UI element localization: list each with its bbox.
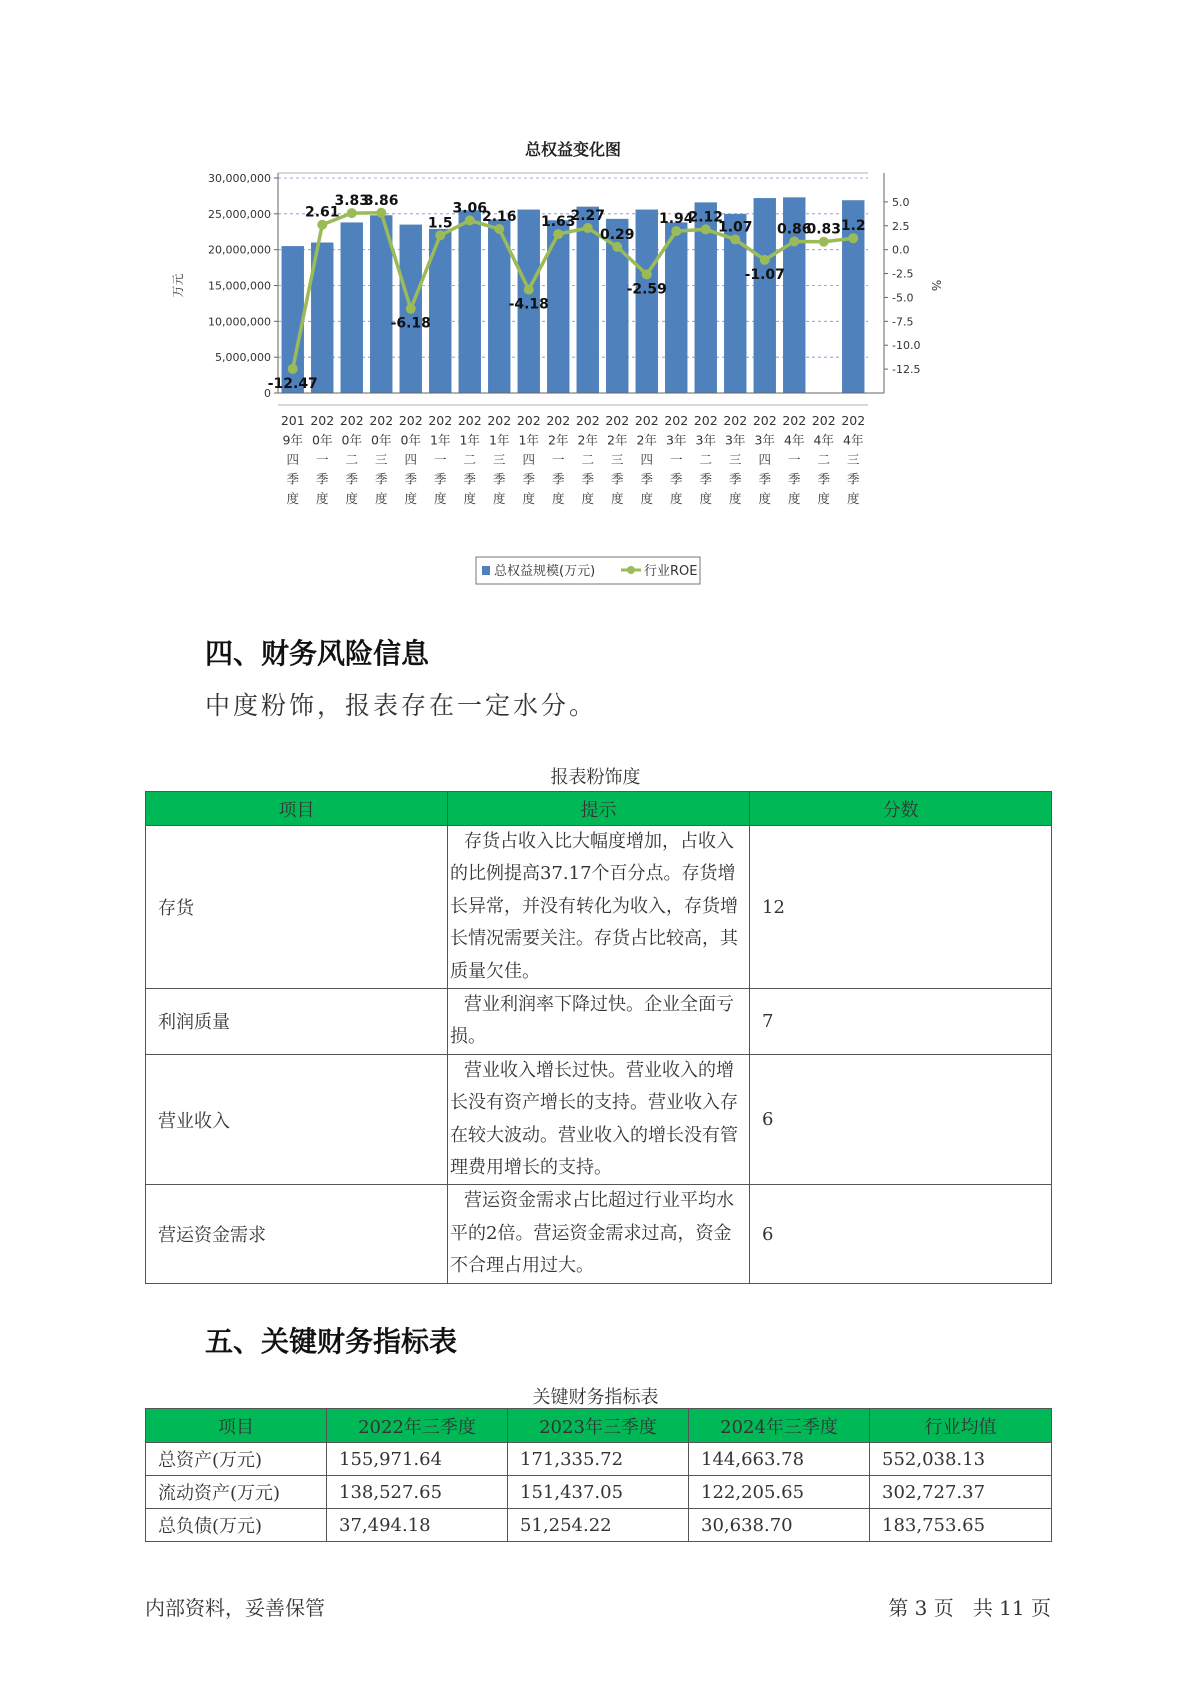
x-axis-tick-label: 0年 — [341, 432, 362, 448]
x-axis-tick-label: 1年 — [459, 432, 480, 448]
kpi-item: 总资产(万元) — [146, 1443, 327, 1476]
legend-swatch-equity — [482, 566, 490, 575]
risk-item: 营业收入 — [146, 1054, 448, 1185]
roe-point — [612, 242, 622, 252]
kpi-value: 138,527.65 — [327, 1476, 508, 1509]
x-axis-tick-label: 季 — [463, 471, 477, 487]
risk-hint: 营业收入增长过快。营业收入的增长没有资产增长的支持。营业收入存在较大波动。营业收入的增长没有管理费用增长的支持。 — [450, 1059, 738, 1179]
risk-score: 6 — [750, 1185, 1052, 1283]
kpi-value: 30,638.70 — [689, 1509, 870, 1542]
chart-title: 总权益变化图 — [524, 140, 622, 159]
section4-title: 四、财务风险信息 — [205, 637, 430, 670]
risk-item: 利润质量 — [146, 989, 448, 1055]
roe-point — [406, 304, 416, 314]
x-axis-tick-label: 202 — [811, 413, 836, 428]
x-axis-tick-label: 一 — [669, 452, 683, 467]
x-axis-tick-label: 二 — [699, 452, 713, 467]
y2-axis-title: % — [929, 279, 943, 292]
table-row — [146, 1509, 1052, 1542]
x-axis-tick-label: 0年 — [400, 432, 421, 448]
x-axis-tick-label: 季 — [374, 471, 388, 487]
y-axis-tick-label: 25,000,000 — [208, 207, 271, 221]
x-axis-tick-label: 度 — [846, 491, 860, 506]
x-axis-tick-label: 度 — [758, 491, 772, 506]
kpi-header-item: 项目 — [146, 1409, 327, 1443]
roe-point — [553, 229, 563, 239]
x-axis-tick-label: 202 — [398, 413, 423, 428]
risk-table-caption: 报表粉饰度 — [550, 767, 641, 788]
y2-axis-tick-label: -7.5 — [892, 315, 914, 329]
x-axis-tick-label: 二 — [463, 452, 477, 467]
x-axis-tick-label: 季 — [581, 471, 595, 487]
x-axis-tick-label: 202 — [605, 413, 630, 428]
x-axis-tick-label: 度 — [492, 491, 506, 506]
equity-bar — [754, 198, 776, 393]
roe-point — [701, 224, 711, 234]
risk-score: 6 — [750, 1054, 1052, 1185]
x-axis-tick-label: 三 — [728, 452, 742, 467]
x-axis-tick-label: 202 — [546, 413, 571, 428]
y2-axis-tick-label: -12.5 — [892, 363, 921, 377]
x-axis-tick-label: 202 — [457, 413, 482, 428]
kpi-value: 302,727.37 — [870, 1476, 1052, 1509]
x-axis-tick-label: 三 — [492, 452, 506, 467]
kpi-value: 171,335.72 — [508, 1443, 689, 1476]
x-axis-tick-label: 季 — [433, 471, 447, 487]
legend-label-roe: 行业ROE — [644, 564, 698, 579]
risk-item: 营运资金需求 — [146, 1185, 448, 1283]
x-axis-tick-label: 四 — [758, 452, 772, 467]
x-axis-tick-label: 一 — [551, 452, 565, 467]
risk-summary: 中度粉饰，报表存在一定水分。 — [205, 691, 598, 720]
x-axis-tick-label: 季 — [345, 471, 359, 487]
x-axis-tick-label: 度 — [669, 491, 683, 506]
x-axis-tick-label: 3年 — [666, 432, 687, 448]
x-axis-tick-label: 度 — [522, 491, 536, 506]
x-axis-tick-label: 1年 — [430, 432, 451, 448]
x-axis-tick-label: 季 — [640, 471, 654, 487]
x-axis-tick-label: 二 — [345, 452, 359, 467]
x-axis-tick-label: 0年 — [371, 432, 392, 448]
x-axis-tick-label: 季 — [758, 471, 772, 487]
roe-data-label: 0.83 — [806, 221, 842, 238]
risk-hint: 营业利润率下降过快。企业全面亏损。 — [450, 994, 734, 1048]
x-axis-tick-label: 202 — [575, 413, 600, 428]
x-axis-tick-label: 202 — [369, 413, 394, 428]
roe-data-label: -2.59 — [626, 281, 667, 298]
section5-title: 五、关键财务指标表 — [205, 1325, 458, 1358]
x-axis-tick-label: 202 — [723, 413, 748, 428]
kpi-header-2023q3: 2023年三季度 — [508, 1409, 689, 1443]
kpi-value: 37,494.18 — [327, 1509, 508, 1542]
roe-data-label: 0.29 — [599, 226, 635, 243]
x-axis-tick-label: 202 — [310, 413, 335, 428]
x-axis-tick-label: 度 — [315, 491, 329, 506]
roe-data-label: 1.07 — [717, 219, 753, 236]
footer-page-number: 第 3 页 共 11 页 — [888, 1596, 1051, 1620]
x-axis-tick-label: 三 — [374, 452, 388, 467]
roe-data-label: -12.47 — [267, 375, 318, 392]
kpi-value: 552,038.13 — [870, 1443, 1052, 1476]
roe-data-label: -6.18 — [390, 315, 431, 332]
roe-point — [465, 215, 475, 225]
header-item: 项目 — [146, 792, 448, 826]
y2-axis-tick-label: -10.0 — [892, 339, 921, 353]
y2-axis-tick-label: -2.5 — [892, 267, 914, 281]
x-axis-tick-label: 2年 — [577, 432, 598, 448]
x-axis-tick-label: 202 — [428, 413, 453, 428]
y-axis-tick-label: 10,000,000 — [208, 315, 271, 329]
x-axis-tick-label: 度 — [286, 491, 300, 506]
roe-point — [435, 230, 445, 240]
x-axis-tick-label: 季 — [315, 471, 329, 487]
roe-data-label: 1.63 — [540, 214, 576, 231]
x-axis-tick-label: 度 — [433, 491, 447, 506]
x-axis-tick-label: 2年 — [548, 432, 569, 448]
x-axis-tick-label: 202 — [752, 413, 777, 428]
roe-data-label: 3.86 — [363, 192, 399, 209]
x-axis-tick-label: 季 — [669, 471, 683, 487]
x-axis-tick-label: 1年 — [489, 432, 510, 448]
risk-hint: 营运资金需求占比超过行业平均水平的2倍。营运资金需求过高，资金不合理占用过大。 — [450, 1190, 734, 1277]
roe-data-label: 2.16 — [481, 209, 517, 226]
x-axis-tick-label: 季 — [551, 471, 565, 487]
kpi-header-2024q3: 2024年三季度 — [689, 1409, 870, 1443]
x-axis-tick-label: 一 — [315, 452, 329, 467]
x-axis-tick-label: 2年 — [636, 432, 657, 448]
x-axis-tick-label: 四 — [404, 452, 418, 467]
roe-point — [347, 208, 357, 218]
roe-data-label: 0.86 — [776, 221, 812, 238]
x-axis-tick-label: 0年 — [312, 432, 333, 448]
y2-axis-tick-label: 5.0 — [892, 195, 910, 209]
x-axis-tick-label: 3年 — [695, 432, 716, 448]
x-axis-tick-label: 二 — [817, 452, 831, 467]
x-axis-tick-label: 季 — [728, 471, 742, 487]
roe-data-label: 1.2 — [840, 218, 866, 235]
x-axis-tick-label: 度 — [374, 491, 388, 506]
roe-point — [317, 220, 327, 230]
roe-data-label: 1.94 — [658, 211, 694, 228]
x-axis-tick-label: 度 — [610, 491, 624, 506]
x-axis-tick-label: 度 — [817, 491, 831, 506]
x-axis-tick-label: 二 — [581, 452, 595, 467]
y2-axis-tick-label: 2.5 — [892, 219, 910, 233]
table-row — [146, 1476, 1052, 1509]
table-row — [146, 1185, 1052, 1283]
kpi-value: 183,753.65 — [870, 1509, 1052, 1542]
roe-point — [583, 223, 593, 233]
table-row — [146, 1443, 1052, 1476]
x-axis-tick-label: 季 — [699, 471, 713, 487]
x-axis-tick-label: 季 — [610, 471, 624, 487]
kpi-header-2022q3: 2022年三季度 — [327, 1409, 508, 1443]
roe-data-label: 2.12 — [688, 209, 724, 226]
kpi-item: 流动资产(万元) — [146, 1476, 327, 1509]
x-axis-tick-label: 201 — [280, 413, 305, 428]
equity-chart — [170, 130, 1010, 600]
risk-score: 7 — [750, 989, 1052, 1055]
x-axis-tick-label: 季 — [404, 471, 418, 487]
kpi-table-header — [146, 1409, 1052, 1443]
x-axis-tick-label: 202 — [664, 413, 689, 428]
x-axis-tick-label: 202 — [841, 413, 866, 428]
equity-bar — [341, 222, 363, 393]
roe-data-label: 2.27 — [570, 207, 606, 224]
x-axis-tick-label: 9年 — [282, 432, 303, 448]
table-row — [146, 826, 1052, 989]
x-axis-tick-label: 2年 — [607, 432, 628, 448]
kpi-value: 144,663.78 — [689, 1443, 870, 1476]
x-axis-tick-label: 4年 — [843, 432, 864, 448]
y-axis-tick-label: 20,000,000 — [208, 243, 271, 257]
kpi-table — [145, 1408, 1052, 1542]
x-axis-tick-label: 四 — [522, 452, 536, 467]
y-axis-tick-label: 0 — [264, 387, 271, 400]
x-axis-tick-label: 季 — [846, 471, 860, 487]
x-axis-tick-label: 季 — [286, 471, 300, 487]
x-axis-tick-label: 三 — [846, 452, 860, 467]
y-axis-tick-label: 5,000,000 — [215, 351, 271, 365]
risk-table-header — [146, 792, 1052, 826]
equity-bar — [665, 222, 687, 393]
x-axis-tick-label: 202 — [339, 413, 364, 428]
roe-point — [671, 226, 681, 236]
kpi-header-industry-avg: 行业均值 — [870, 1409, 1052, 1443]
roe-point — [848, 233, 858, 243]
equity-bar — [459, 210, 481, 393]
x-axis-tick-label: 202 — [693, 413, 718, 428]
roe-point — [524, 285, 534, 295]
x-axis-tick-label: 度 — [345, 491, 359, 506]
legend-marker-roe — [627, 566, 635, 574]
x-axis-tick-label: 202 — [634, 413, 659, 428]
kpi-value: 151,437.05 — [508, 1476, 689, 1509]
roe-point — [288, 364, 298, 374]
x-axis-tick-label: 三 — [610, 452, 624, 467]
kpi-value: 122,205.65 — [689, 1476, 870, 1509]
roe-data-label: 1.5 — [427, 215, 453, 232]
table-row — [146, 989, 1052, 1055]
footer-confidential: 内部资料，妥善保管 — [145, 1596, 325, 1620]
risk-score: 12 — [750, 826, 1052, 989]
x-axis-tick-label: 度 — [581, 491, 595, 506]
roe-data-label: 3.83 — [334, 193, 370, 210]
x-axis-tick-label: 季 — [787, 471, 801, 487]
x-axis-tick-label: 3年 — [754, 432, 775, 448]
kpi-table-caption: 关键财务指标表 — [532, 1387, 659, 1408]
x-axis-tick-label: 度 — [551, 491, 565, 506]
roe-data-label: 2.61 — [304, 204, 340, 221]
x-axis-tick-label: 季 — [492, 471, 506, 487]
x-axis-tick-label: 季 — [522, 471, 536, 487]
header-score: 分数 — [750, 792, 1052, 826]
risk-hint: 存货占收入比大幅度增加，占收入的比例提高37.17个百分点。存货增长异常，并没有转化为收入，存货增长情况需要关注。存货占比较高，其质量欠佳。 — [450, 831, 738, 982]
x-axis-tick-label: 202 — [782, 413, 807, 428]
roe-point — [730, 234, 740, 244]
x-axis-tick-label: 4年 — [813, 432, 834, 448]
x-axis-tick-label: 4年 — [784, 432, 805, 448]
y-axis-tick-label: 30,000,000 — [208, 172, 271, 185]
roe-point — [760, 255, 770, 265]
y2-axis-tick-label: -5.0 — [892, 291, 914, 305]
roe-data-label: -1.07 — [744, 266, 785, 283]
kpi-item: 总负债(万元) — [146, 1509, 327, 1542]
y2-axis-tick-label: 0.0 — [892, 243, 910, 257]
y-axis-tick-label: 15,000,000 — [208, 279, 271, 293]
roe-point — [494, 224, 504, 234]
x-axis-tick-label: 度 — [728, 491, 742, 506]
x-axis-tick-label: 202 — [516, 413, 541, 428]
x-axis-tick-label: 四 — [640, 452, 654, 467]
header-hint: 提示 — [448, 792, 750, 826]
x-axis-tick-label: 度 — [787, 491, 801, 506]
x-axis-tick-label: 度 — [463, 491, 477, 506]
roe-point — [789, 236, 799, 246]
x-axis-tick-label: 1年 — [518, 432, 539, 448]
x-axis-tick-label: 度 — [699, 491, 713, 506]
equity-bar — [636, 210, 658, 393]
x-axis-tick-label: 一 — [433, 452, 447, 467]
equity-chart-svg — [170, 130, 1010, 600]
roe-point — [819, 237, 829, 247]
x-axis-tick-label: 四 — [286, 452, 300, 467]
table-row — [146, 1054, 1052, 1185]
legend-label-equity: 总权益规模(万元) — [494, 564, 596, 579]
risk-table — [145, 791, 1052, 1284]
kpi-value: 155,971.64 — [327, 1443, 508, 1476]
roe-data-label: 3.06 — [452, 200, 488, 217]
x-axis-tick-label: 3年 — [725, 432, 746, 448]
x-axis-tick-label: 一 — [787, 452, 801, 467]
x-axis-tick-label: 度 — [404, 491, 418, 506]
roe-point — [376, 208, 386, 218]
x-axis-tick-label: 季 — [817, 471, 831, 487]
y-axis-title: 万元 — [171, 273, 185, 298]
kpi-value: 51,254.22 — [508, 1509, 689, 1542]
risk-item: 存货 — [146, 826, 448, 989]
x-axis-tick-label: 度 — [640, 491, 654, 506]
x-axis-tick-label: 202 — [487, 413, 512, 428]
roe-data-label: -4.18 — [508, 296, 549, 313]
roe-point — [642, 269, 652, 279]
